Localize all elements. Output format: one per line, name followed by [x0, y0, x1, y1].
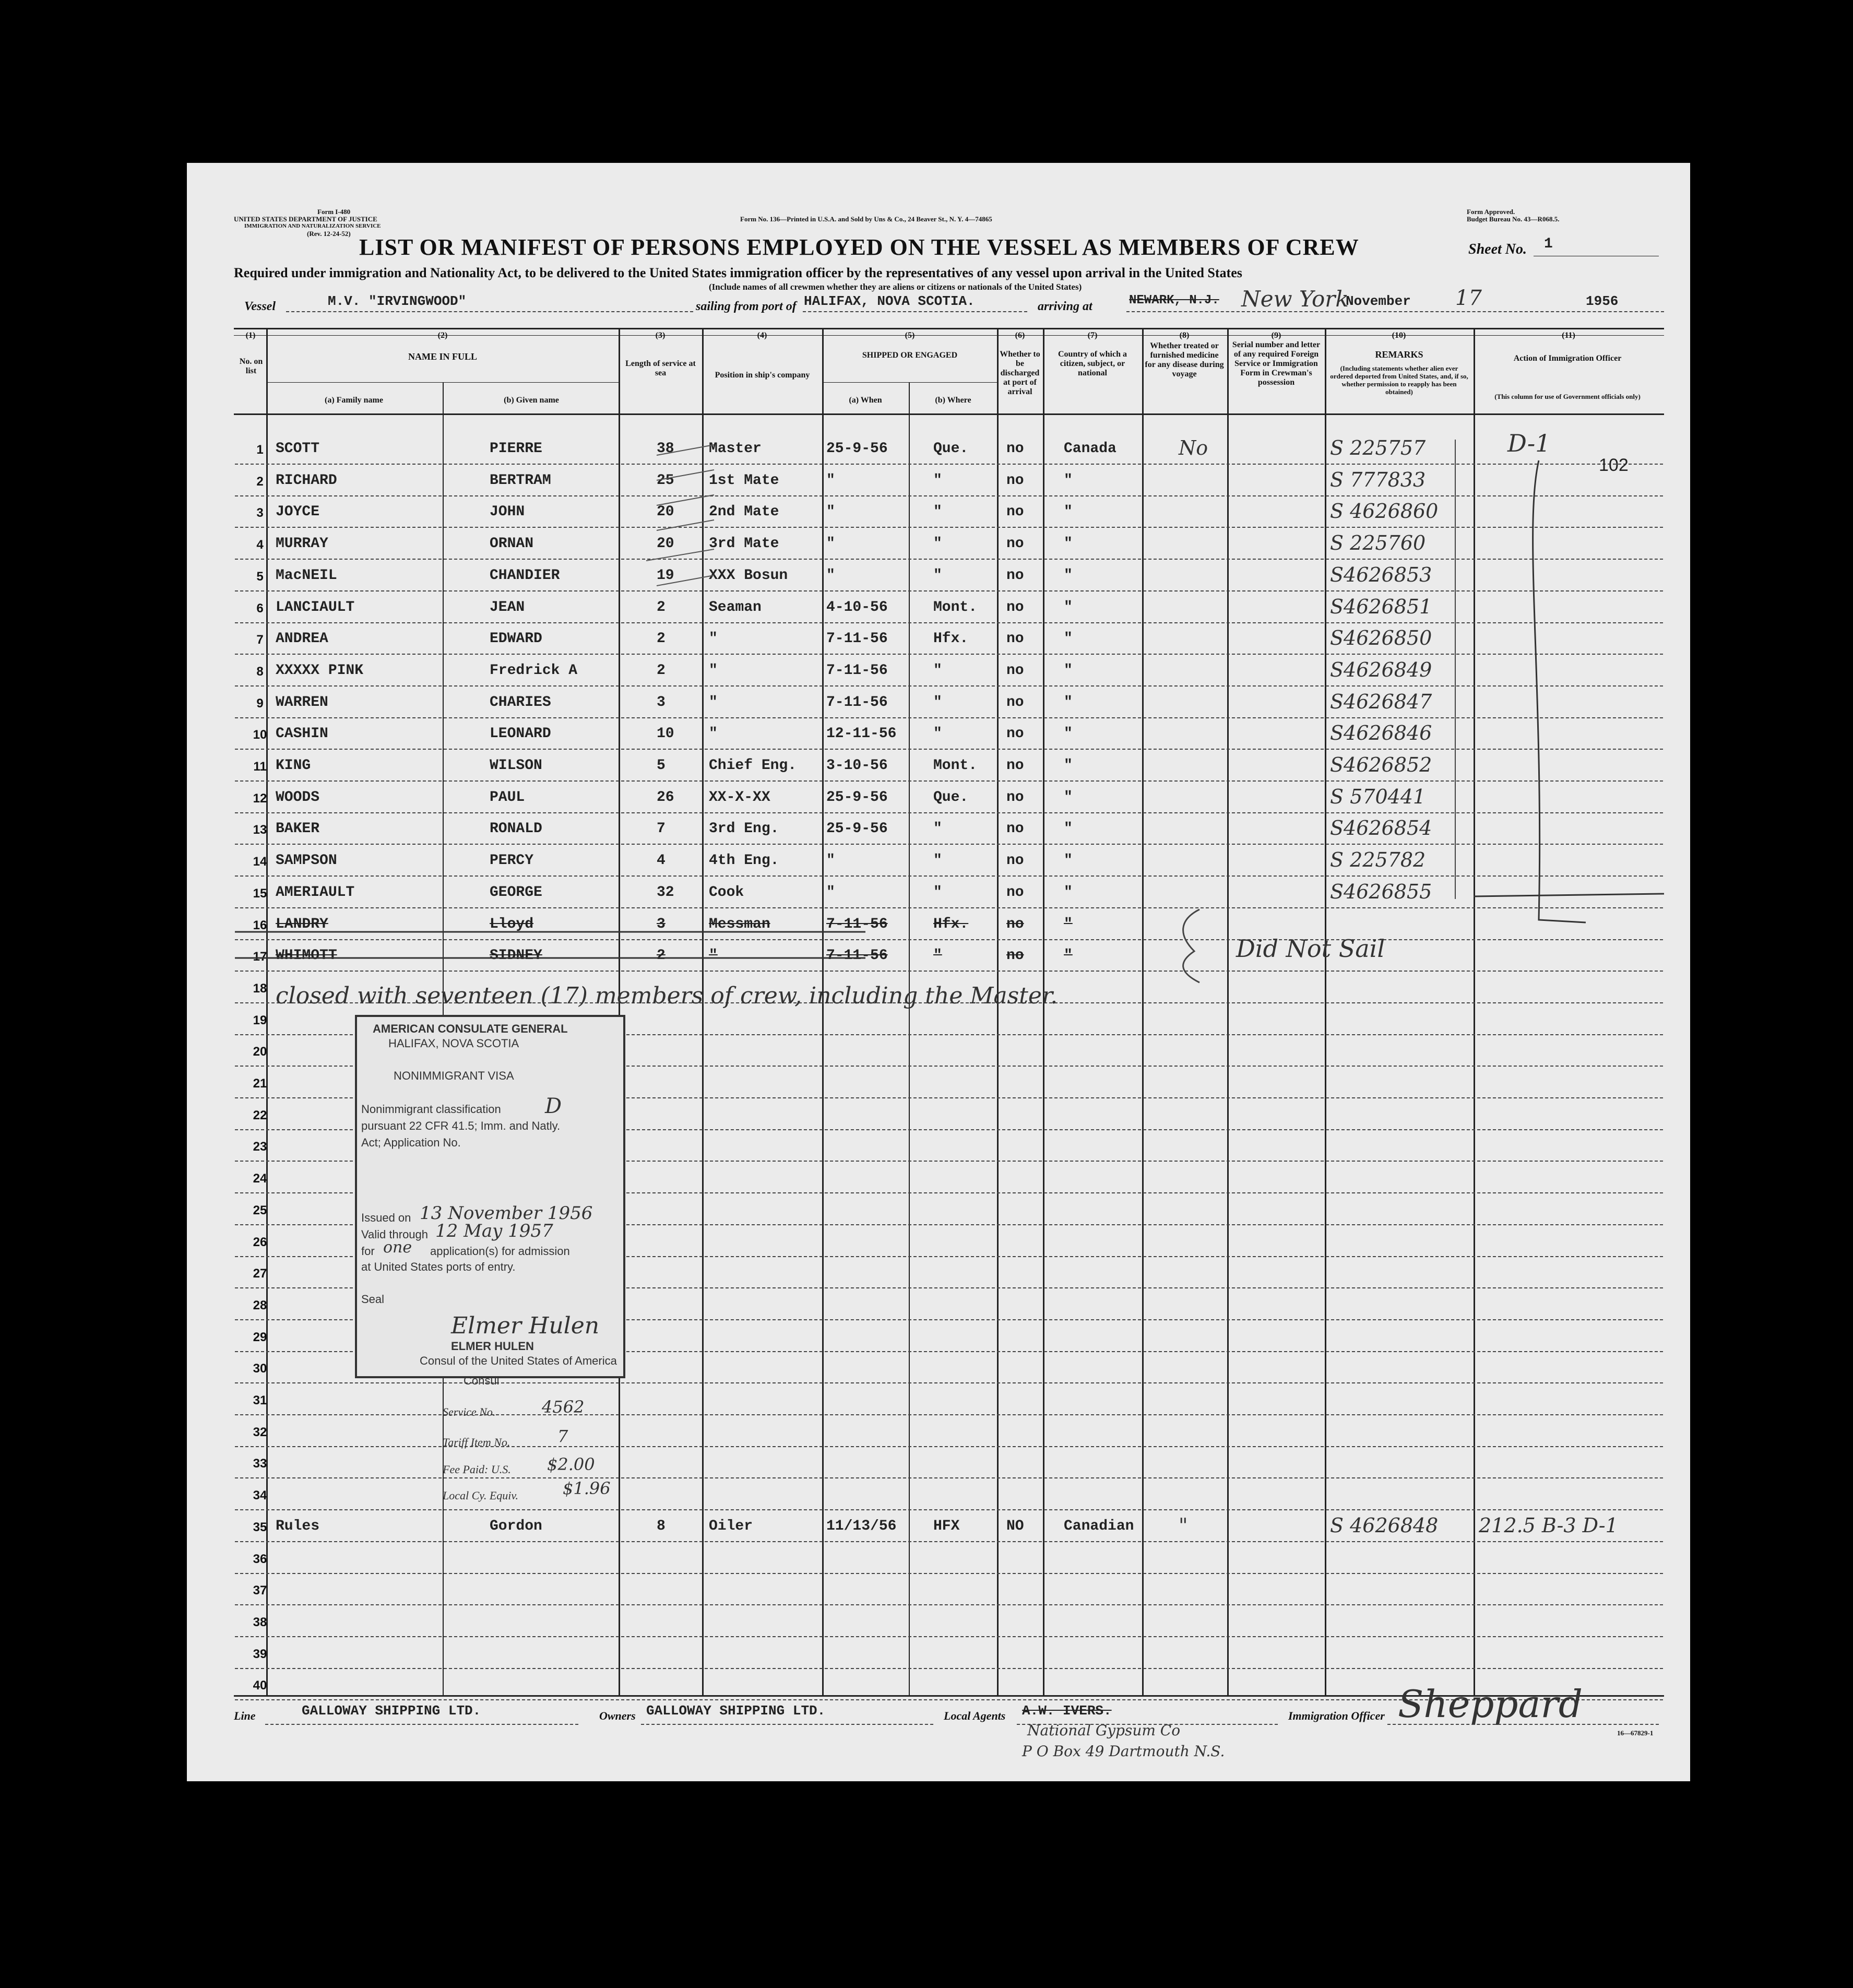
given-name-cell: PIERRE — [490, 441, 542, 457]
position-cell: Chief Eng. — [709, 758, 797, 774]
stamp-act: Act; Application No. — [361, 1136, 461, 1149]
length-of-service-cell: 3 — [657, 694, 666, 711]
given-name-cell: Lloyd — [490, 916, 534, 932]
row-number: 21 — [253, 1076, 267, 1091]
col11-number: (11) — [1562, 331, 1575, 340]
stamp-consul: Consul — [464, 1374, 500, 1387]
position-cell: " — [709, 694, 718, 711]
print-code: 16—67829-1 — [1617, 1729, 1654, 1737]
remarks-cell: S 570441 — [1330, 785, 1426, 808]
row-number: 38 — [253, 1615, 267, 1629]
position-cell: " — [709, 726, 718, 742]
remarks-cell: S4626846 — [1330, 721, 1432, 744]
given-name-cell: BERTRAM — [490, 472, 551, 489]
family-name-cell: XXXXX PINK — [276, 662, 364, 679]
col10-note: (Including statements whether alien ever ordered deported from United States, and, if so, whether permission to reapply has been obtained) — [1330, 364, 1468, 396]
length-of-service-cell: 8 — [657, 1518, 666, 1534]
shipped-where-cell: " — [933, 821, 942, 837]
row-number: 32 — [253, 1425, 267, 1439]
shipped-when-cell: 7-11-56 — [826, 631, 888, 647]
family-name-cell: WOODS — [276, 789, 320, 806]
length-of-service-cell: 20 — [657, 536, 674, 552]
remarks-cell: S4626849 — [1330, 658, 1432, 681]
shipped-when-cell: 12-11-56 — [826, 726, 897, 742]
arriving-port-typed: NEWARK, N.J. — [1129, 293, 1219, 307]
medicine-cell: No — [1179, 436, 1208, 459]
position-cell: " — [709, 631, 718, 647]
length-of-service-cell: 19 — [657, 567, 674, 584]
given-name-cell: EDWARD — [490, 631, 542, 647]
col8-header: Whether treated or furnished medicine for any disease during voyage — [1145, 341, 1224, 378]
row-number: 16 — [253, 918, 267, 932]
discharge-cell: no — [1006, 884, 1024, 901]
country-cell: " — [1064, 916, 1073, 932]
family-name-cell: RICHARD — [276, 472, 337, 489]
stamp-line2: HALIFAX, NOVA SCOTIA — [388, 1037, 519, 1050]
col7-header: Country of which a citizen, subject, or national — [1058, 350, 1127, 377]
shipped-where-cell: " — [933, 536, 942, 552]
form-number: Form I-480 — [317, 208, 351, 216]
family-name-cell: LANDRY — [276, 916, 328, 932]
row-number: 10 — [253, 728, 267, 742]
col5a-header: (a) When — [849, 396, 882, 405]
row-number: 3 — [256, 506, 264, 520]
family-name-cell: AMERIAULT — [276, 884, 355, 901]
position-cell: Seaman — [709, 599, 762, 616]
position-cell: Cook — [709, 884, 744, 901]
arriving-label: arriving at — [1038, 300, 1092, 313]
shipped-where-cell: " — [933, 472, 942, 489]
discharge-cell: no — [1006, 758, 1024, 774]
given-name-cell: JOHN — [490, 504, 525, 520]
given-name-cell: PAUL — [490, 789, 525, 806]
shipped-when-cell: 11/13/56 — [826, 1518, 897, 1534]
shipped-when-cell: 7-11-56 — [826, 916, 888, 932]
row-number: 24 — [253, 1172, 267, 1186]
remarks-cell: S 225757 — [1330, 436, 1426, 459]
discharge-cell: no — [1006, 916, 1024, 932]
remarks-cell: S4626852 — [1330, 753, 1432, 776]
discharge-cell: no — [1006, 694, 1024, 711]
remarks-cell: S4626847 — [1330, 690, 1432, 713]
agency: UNITED STATES DEPARTMENT OF JUSTICE — [234, 215, 377, 223]
shipped-where-cell: " — [933, 884, 942, 901]
stamp-valid-label: Valid through — [361, 1228, 429, 1241]
form-approved: Form Approved. — [1467, 208, 1515, 216]
length-of-service-cell: 2 — [657, 948, 666, 964]
country-cell: " — [1064, 567, 1073, 584]
row-number: 36 — [253, 1552, 267, 1566]
row-number: 8 — [256, 665, 264, 679]
shipped-where-cell: Hfx. — [933, 916, 969, 932]
position-cell: XXX Bosun — [709, 567, 788, 584]
length-of-service-cell: 3 — [657, 916, 666, 932]
footer-line-label: Line — [234, 1709, 256, 1722]
row-number: 27 — [253, 1267, 267, 1281]
given-name-cell: WILSON — [490, 758, 542, 774]
row-number: 23 — [253, 1140, 267, 1154]
arrival-day: 17 — [1455, 286, 1482, 310]
length-of-service-cell: 32 — [657, 884, 674, 901]
row-number: 35 — [253, 1520, 267, 1534]
stamp-valid: 12 May 1957 — [435, 1221, 553, 1241]
shipped-where-cell: " — [933, 853, 942, 869]
col6-number: (6) — [1015, 331, 1025, 340]
given-name-cell: RONALD — [490, 821, 542, 837]
remarks-cell: S4626855 — [1330, 880, 1432, 903]
row-number: 34 — [253, 1488, 267, 1502]
remarks-cell: S 225782 — [1330, 848, 1426, 871]
revision: (Rev. 12-24-52) — [307, 230, 351, 238]
shipped-where-cell: Que. — [933, 789, 969, 806]
given-name-cell: CHARIES — [490, 694, 551, 711]
row-number: 18 — [253, 981, 267, 996]
stamp-tariff: 7 — [557, 1426, 568, 1446]
stamp-class-value: D — [545, 1094, 562, 1118]
col2-number: (2) — [437, 331, 448, 340]
stamp-ports: at United States ports of entry. — [361, 1260, 516, 1273]
footer-agents: A.W. IVERS. — [1022, 1703, 1112, 1719]
discharge-cell: no — [1006, 472, 1024, 489]
position-cell: Messman — [709, 916, 770, 932]
row-number: 31 — [253, 1393, 267, 1407]
row-number: 25 — [253, 1203, 267, 1217]
row-number: 7 — [256, 633, 264, 647]
stamp-consul-of: Consul of the United States of America — [420, 1354, 617, 1367]
remarks-cell: S4626854 — [1330, 816, 1432, 839]
discharge-cell: no — [1006, 948, 1024, 964]
discharge-cell: no — [1006, 631, 1024, 647]
row-number: 1 — [256, 443, 264, 457]
row-number: 26 — [253, 1235, 267, 1249]
shipped-when-cell: 25-9-56 — [826, 789, 888, 806]
shipped-where-cell: Mont. — [933, 599, 978, 616]
arrival-year: 1956 — [1586, 293, 1619, 309]
shipped-where-cell: " — [933, 726, 942, 742]
row-number: 20 — [253, 1045, 267, 1059]
position-cell: Master — [709, 441, 762, 457]
length-of-service-cell: 4 — [657, 853, 666, 869]
given-name-cell: PERCY — [490, 853, 534, 869]
country-cell: " — [1064, 884, 1073, 901]
row-number: 19 — [253, 1013, 267, 1027]
country-cell: " — [1064, 821, 1073, 837]
stamp-tariff-label: Tariff Item No. — [443, 1436, 510, 1449]
row-number: 14 — [253, 855, 267, 869]
footer-agents-hand2: P O Box 49 Dartmouth N.S. — [1022, 1743, 1225, 1760]
col1-header: No. on list — [239, 357, 263, 375]
length-of-service-cell: 20 — [657, 504, 674, 520]
discharge-cell: NO — [1006, 1518, 1024, 1534]
col6-header: Whether to be discharged at port of arrival — [1000, 350, 1040, 396]
shipped-where-cell: " — [933, 694, 942, 711]
shipped-when-cell: 7-11-56 — [826, 694, 888, 711]
row-number: 22 — [253, 1108, 267, 1122]
stamp-issued: 13 November 1956 — [420, 1203, 593, 1224]
remarks-cell: S 225760 — [1330, 531, 1426, 554]
sheet-number: 1 — [1544, 236, 1553, 252]
family-name-cell: JOYCE — [276, 504, 320, 520]
row-number: 4 — [256, 538, 264, 552]
stamp-signature: Elmer Hulen — [451, 1312, 600, 1339]
country-cell: Canada — [1064, 441, 1116, 457]
col9-header: Serial number and letter of any required Foreign Service or Immigration Form in Crewman's possession — [1232, 340, 1321, 387]
footer-line: GALLOWAY SHIPPING LTD. — [302, 1703, 481, 1719]
col10-number: (10) — [1392, 331, 1406, 340]
shipped-where-cell: HFX — [933, 1518, 960, 1534]
position-cell: 1st Mate — [709, 472, 779, 489]
col11-header: Action of Immigration Officer — [1513, 354, 1622, 363]
given-name-cell: Fredrick A — [490, 662, 578, 679]
country-cell: " — [1064, 536, 1073, 552]
row-number: 28 — [253, 1298, 267, 1312]
length-of-service-cell: 2 — [657, 662, 666, 679]
shipped-where-cell: Mont. — [933, 758, 978, 774]
shipped-where-cell: " — [933, 948, 942, 964]
row-number: 12 — [253, 791, 267, 806]
sailing-label: sailing from port of — [696, 300, 797, 313]
row-number: 33 — [253, 1457, 267, 1471]
footer-officer-signature: Sheppard — [1398, 1682, 1583, 1726]
length-of-service-cell: 25 — [657, 472, 674, 489]
position-cell: 3rd Mate — [709, 536, 779, 552]
col3-header: Length of service at sea — [625, 359, 696, 377]
row-number: 39 — [253, 1647, 267, 1661]
shipped-when-cell: 7-11-56 — [826, 948, 888, 964]
action-note-top: D-1 — [1507, 429, 1551, 457]
country-cell: " — [1064, 789, 1073, 806]
country-cell: " — [1064, 662, 1073, 679]
footer-agents-hand1: National Gypsum Co — [1027, 1722, 1181, 1739]
discharge-cell: no — [1006, 567, 1024, 584]
country-cell: " — [1064, 599, 1073, 616]
vessel-name: M.V. "IRVINGWOOD" — [328, 293, 467, 309]
stamp-fee: $2.00 — [547, 1454, 595, 1474]
shipped-where-cell: " — [933, 662, 942, 679]
stamp-local: $1.96 — [563, 1478, 611, 1498]
row-number: 15 — [253, 886, 267, 901]
family-name-cell: MacNEIL — [276, 567, 337, 584]
family-name-cell: WHIMOTT — [276, 948, 337, 964]
shipped-when-cell: " — [826, 884, 835, 901]
country-cell: " — [1064, 631, 1073, 647]
col5-number: (5) — [905, 331, 915, 340]
given-name-cell: JEAN — [490, 599, 525, 616]
port-of-sailing: HALIFAX, NOVA SCOTIA. — [804, 293, 975, 309]
stamp-for-value: one — [383, 1238, 412, 1257]
family-name-cell: Rules — [276, 1518, 320, 1534]
given-name-cell: Gordon — [490, 1518, 542, 1534]
service: IMMIGRATION AND NATURALIZATION SERVICE — [244, 223, 381, 229]
discharge-cell: no — [1006, 726, 1024, 742]
row-number: 40 — [253, 1678, 267, 1693]
footer-owners: GALLOWAY SHIPPING LTD. — [646, 1703, 826, 1719]
shipped-when-cell: " — [826, 567, 835, 584]
discharge-cell: no — [1006, 789, 1024, 806]
stamp-service-label: Service No. — [443, 1405, 496, 1418]
discharge-cell: no — [1006, 853, 1024, 869]
col4-header: Position in ship's company — [715, 371, 810, 380]
length-of-service-cell: 38 — [657, 441, 674, 457]
shipped-where-cell: Hfx. — [933, 631, 969, 647]
country-cell: " — [1064, 472, 1073, 489]
footer-officer-label: Immigration Officer — [1288, 1709, 1385, 1722]
col9-number: (9) — [1271, 331, 1281, 340]
length-of-service-cell: 10 — [657, 726, 674, 742]
col11-note: (This column for use of Government officials only) — [1494, 393, 1641, 400]
given-name-cell: LEONARD — [490, 726, 551, 742]
position-cell: 4th Eng. — [709, 853, 779, 869]
stamp-pursuant: pursuant 22 CFR 41.5; Imm. and Natly. — [361, 1119, 561, 1132]
country-cell: " — [1064, 758, 1073, 774]
given-name-cell: GEORGE — [490, 884, 542, 901]
shipped-when-cell: 25-9-56 — [826, 441, 888, 457]
closing-note: closed with seventeen (17) members of crew, including the Master. — [276, 983, 1058, 1009]
shipped-when-cell: " — [826, 536, 835, 552]
shipped-when-cell: " — [826, 853, 835, 869]
given-name-cell: SIDNEY — [490, 948, 542, 964]
position-cell: " — [709, 948, 718, 964]
shipped-where-cell: Que. — [933, 441, 969, 457]
shipped-when-cell: 25-9-56 — [826, 821, 888, 837]
stamp-applications: application(s) for admission — [430, 1245, 570, 1258]
stamp-class-label: Nonimmigrant classification — [361, 1103, 501, 1116]
col1-number: (1) — [245, 331, 256, 340]
row-number: 30 — [253, 1362, 267, 1376]
shipped-when-cell: " — [826, 504, 835, 520]
col8-number: (8) — [1179, 331, 1190, 340]
discharge-cell: no — [1006, 662, 1024, 679]
arriving-port-handwritten: New York — [1241, 286, 1349, 312]
position-cell: 3rd Eng. — [709, 821, 779, 837]
family-name-cell: WARREN — [276, 694, 328, 711]
subtitle: Required under immigration and Nationality Act, to be delivered to the United States immigration officer by the representatives of any vessel upon arrival in the United States — [234, 265, 1242, 280]
shipped-when-cell: " — [826, 472, 835, 489]
stamp-name: ELMER HULEN — [451, 1340, 534, 1353]
position-cell: " — [709, 662, 718, 679]
consular-visa-stamp — [355, 1015, 625, 1378]
position-cell: 2nd Mate — [709, 504, 779, 520]
given-name-cell: ORNAN — [490, 536, 534, 552]
col7-number: (7) — [1087, 331, 1098, 340]
col2b-header: (b) Given name — [504, 396, 559, 405]
discharge-cell: no — [1006, 821, 1024, 837]
include-note: (Include names of all crewmen whether they are aliens or citizens or nationals of the United States) — [709, 282, 1082, 292]
medicine-cell: " — [1179, 1514, 1188, 1537]
printer-line: Form No. 136—Printed in U.S.A. and Sold by Uns & Co., 24 Beaver St., N. Y. 4—74865 — [740, 215, 992, 223]
row-number: 29 — [253, 1330, 267, 1344]
did-not-sail-note: Did Not Sail — [1236, 934, 1385, 963]
sheet-label: Sheet No. — [1468, 241, 1527, 257]
remarks-cell: S 4626848 — [1330, 1514, 1439, 1537]
country-cell: " — [1064, 504, 1073, 520]
country-cell: " — [1064, 853, 1073, 869]
length-of-service-cell: 26 — [657, 789, 674, 806]
family-name-cell: SAMPSON — [276, 853, 337, 869]
country-cell: Canadian — [1064, 1518, 1134, 1534]
country-cell: " — [1064, 948, 1073, 964]
action-cell: 212.5 B-3 D-1 — [1479, 1514, 1618, 1537]
length-of-service-cell: 2 — [657, 631, 666, 647]
stamp-seal: Seal — [361, 1293, 385, 1306]
family-name-cell: MURRAY — [276, 536, 328, 552]
shipped-where-cell: " — [933, 567, 942, 584]
discharge-cell: no — [1006, 504, 1024, 520]
row-number: 9 — [256, 696, 264, 711]
shipped-when-cell: 7-11-56 — [826, 662, 888, 679]
family-name-cell: BAKER — [276, 821, 320, 837]
stamp-for-label: for — [361, 1245, 375, 1258]
row-number: 17 — [253, 950, 267, 964]
page-count: 102 — [1599, 455, 1629, 475]
manifest-title: LIST OR MANIFEST OF PERSONS EMPLOYED ON THE VESSEL AS MEMBERS OF CREW — [359, 234, 1359, 260]
discharge-cell: no — [1006, 441, 1024, 457]
manifest-sheet — [187, 163, 1690, 1781]
arrival-month: November — [1346, 293, 1411, 309]
footer-owners-label: Owners — [599, 1709, 636, 1722]
footer-agents-label: Local Agents — [944, 1709, 1006, 1722]
shipped-when-cell: 3-10-56 — [826, 758, 888, 774]
annotation-strokes — [187, 163, 1690, 1781]
row-number: 5 — [256, 570, 264, 584]
shipped-where-cell: " — [933, 504, 942, 520]
col2a-header: (a) Family name — [325, 396, 383, 405]
discharge-cell: no — [1006, 536, 1024, 552]
stamp-local-label: Local Cy. Equiv. — [443, 1489, 519, 1502]
remarks-cell: S 777833 — [1330, 468, 1426, 491]
family-name-cell: ANDREA — [276, 631, 328, 647]
col3-number: (3) — [655, 331, 666, 340]
family-name-cell: LANCIAULT — [276, 599, 355, 616]
country-cell: " — [1064, 694, 1073, 711]
row-number: 37 — [253, 1583, 267, 1598]
stamp-issued-label: Issued on — [361, 1211, 411, 1224]
row-number: 2 — [256, 475, 264, 489]
col10-header: REMARKS — [1375, 349, 1423, 360]
row-number: 6 — [256, 601, 264, 616]
col5b-header: (b) Where — [935, 396, 971, 405]
family-name-cell: CASHIN — [276, 726, 328, 742]
stamp-line3: NONIMMIGRANT VISA — [394, 1069, 514, 1082]
length-of-service-cell: 5 — [657, 758, 666, 774]
position-cell: Oiler — [709, 1518, 753, 1534]
stamp-line1: AMERICAN CONSULATE GENERAL — [373, 1022, 568, 1035]
stamp-fee-label: Fee Paid: U.S. — [443, 1463, 511, 1476]
remarks-cell: S4626851 — [1330, 595, 1432, 618]
col4-number: (4) — [757, 331, 767, 340]
remarks-cell: S4626850 — [1330, 626, 1432, 649]
discharge-cell: no — [1006, 599, 1024, 616]
length-of-service-cell: 2 — [657, 599, 666, 616]
shipped-when-cell: 4-10-56 — [826, 599, 888, 616]
row-number: 13 — [253, 823, 267, 837]
remarks-cell: S 4626860 — [1330, 500, 1439, 523]
country-cell: " — [1064, 726, 1073, 742]
family-name-cell: KING — [276, 758, 311, 774]
stamp-service-no: 4562 — [542, 1397, 585, 1417]
budget-bureau: Budget Bureau No. 43—R068.5. — [1467, 215, 1560, 223]
vessel-label: Vessel — [244, 300, 276, 313]
row-number: 11 — [253, 760, 267, 774]
remarks-cell: S4626853 — [1330, 563, 1432, 586]
family-name-cell: SCOTT — [276, 441, 320, 457]
given-name-cell: CHANDIER — [490, 567, 560, 584]
length-of-service-cell: 7 — [657, 821, 666, 837]
col2-header: NAME IN FULL — [408, 351, 477, 362]
position-cell: XX-X-XX — [709, 789, 770, 806]
col5-header: SHIPPED OR ENGAGED — [862, 351, 958, 360]
